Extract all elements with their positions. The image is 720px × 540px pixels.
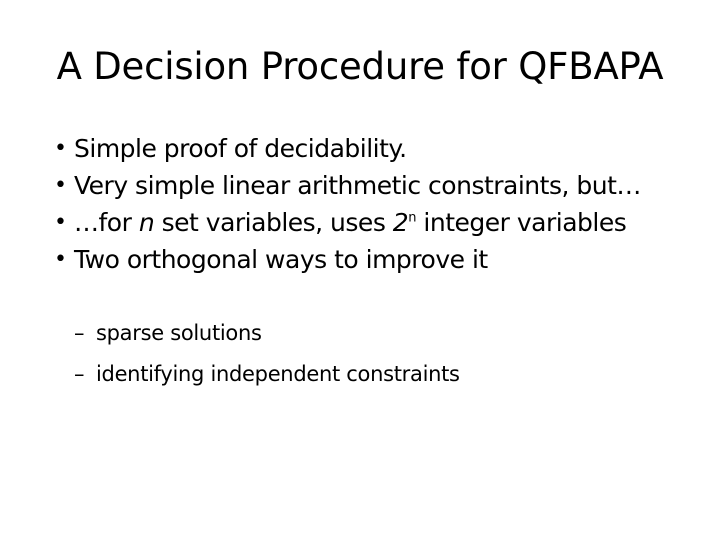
bullet-item: [54, 167, 641, 204]
power-base: 2: [392, 208, 409, 237]
sub-bullet-list: [74, 313, 460, 395]
bullet-marker: •: [54, 173, 67, 198]
bullet-item: [54, 130, 641, 167]
sub-bullet-text: sparse solutions: [96, 321, 262, 345]
bullet-text-part: integer variables: [415, 208, 627, 237]
bullet-marker: •: [54, 247, 67, 272]
slide-title: A Decision Procedure for QFBAPA: [56, 45, 664, 88]
bullet-text-part: …for: [74, 208, 139, 237]
sub-bullet-text: identifying independent constraints: [96, 362, 460, 386]
dash-marker: –: [74, 321, 85, 345]
bullet-text-part: set variables, uses: [154, 208, 393, 237]
bullet-marker: •: [54, 210, 67, 235]
bullet-text: Two orthogonal ways to improve it: [74, 245, 488, 274]
bullet-item: [54, 204, 641, 241]
variable-n: n: [138, 208, 155, 237]
bullet-text: Very simple linear arithmetic constraints, but…: [74, 171, 641, 200]
bullet-text: [74, 204, 626, 241]
bullet-marker: •: [54, 136, 67, 161]
bullet-text: Simple proof of decidability.: [74, 134, 407, 163]
bullet-item: [54, 241, 641, 278]
sub-bullet-item: [74, 313, 460, 354]
power-exponent: n: [408, 210, 416, 226]
bullet-list: [54, 130, 641, 278]
dash-marker: –: [74, 362, 85, 386]
sub-bullet-item: [74, 354, 460, 395]
